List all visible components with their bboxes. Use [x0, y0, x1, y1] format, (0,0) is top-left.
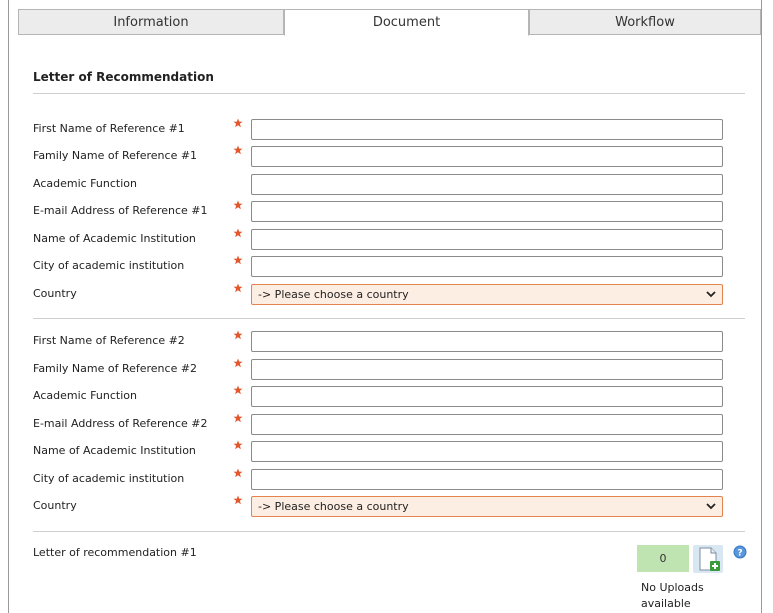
ref2-country-label: Country	[33, 499, 77, 512]
upload-count-badge: 0	[637, 545, 689, 572]
ref1-email-input[interactable]	[251, 201, 723, 222]
ref1-first-name-row	[0, 119, 773, 141]
upload-label: Letter of recommendation #1	[33, 546, 197, 559]
required-asterisk-icon	[233, 228, 243, 238]
ref1-institution-input[interactable]	[251, 229, 723, 250]
no-uploads-line1: No Uploads	[641, 581, 704, 594]
ref2-institution-row	[0, 441, 773, 463]
ref1-email-row	[0, 201, 773, 223]
required-asterisk-icon	[233, 118, 243, 128]
required-asterisk-icon	[233, 495, 243, 505]
ref2-first-name-label: First Name of Reference #2	[33, 334, 185, 347]
ref2-email-input[interactable]	[251, 414, 723, 435]
required-asterisk-icon	[233, 145, 243, 155]
required-asterisk-icon	[233, 255, 243, 265]
chevron-down-icon	[705, 500, 717, 512]
no-uploads-line2: available	[641, 597, 691, 610]
ref2-academic-function-label: Academic Function	[33, 389, 137, 402]
ref1-institution-label: Name of Academic Institution	[33, 232, 196, 245]
ref1-institution-row	[0, 229, 773, 251]
upload-divider	[33, 531, 745, 532]
ref1-family-name-row	[0, 146, 773, 168]
ref2-city-label: City of academic institution	[33, 472, 185, 485]
help-icon[interactable]	[733, 545, 747, 559]
ref2-country-row	[0, 496, 773, 518]
ref1-country-label: Country	[33, 287, 77, 300]
ref1-city-label: City of academic institution	[33, 259, 185, 272]
ref1-city-row	[0, 256, 773, 278]
ref1-first-name-label: First Name of Reference #1	[33, 122, 185, 135]
required-asterisk-icon	[233, 440, 243, 450]
tab-information[interactable]: Information	[18, 9, 284, 35]
svg-text:?: ?	[737, 548, 743, 559]
ref2-family-name-input[interactable]	[251, 359, 723, 380]
reference-divider	[33, 318, 745, 319]
ref1-country-select[interactable]	[251, 284, 723, 305]
ref2-academic-function-row	[0, 386, 773, 408]
ref1-country-select-value: -> Please choose a country	[258, 288, 409, 301]
ref2-email-row	[0, 414, 773, 436]
ref1-family-name-label: Family Name of Reference #1	[33, 149, 198, 162]
required-asterisk-icon	[233, 330, 243, 340]
ref1-academic-function-label: Academic Function	[33, 177, 137, 190]
ref2-family-name-label: Family Name of Reference #2	[33, 362, 198, 375]
ref2-email-label: E-mail Address of Reference #2	[33, 417, 208, 430]
ref2-first-name-input[interactable]	[251, 331, 723, 352]
tab-workflow[interactable]: Workflow	[529, 9, 761, 35]
required-asterisk-icon	[233, 200, 243, 210]
ref2-city-input[interactable]	[251, 469, 723, 490]
ref1-country-row	[0, 284, 773, 306]
required-asterisk-icon	[233, 385, 243, 395]
ref2-country-select[interactable]	[251, 496, 723, 517]
ref1-city-input[interactable]	[251, 256, 723, 277]
upload-file-button[interactable]	[693, 545, 723, 573]
chevron-down-icon	[705, 288, 717, 300]
ref2-country-select-value: -> Please choose a country	[258, 500, 409, 513]
ref1-academic-function-row	[0, 174, 773, 196]
ref2-academic-function-input[interactable]	[251, 386, 723, 407]
ref1-email-label: E-mail Address of Reference #1	[33, 204, 208, 217]
ref2-city-row	[0, 469, 773, 491]
ref2-institution-label: Name of Academic Institution	[33, 444, 196, 457]
file-add-icon	[693, 545, 723, 573]
no-uploads-text	[641, 580, 721, 612]
panel-left-border	[8, 0, 9, 613]
ref2-first-name-row	[0, 331, 773, 353]
panel-right-border	[761, 0, 762, 613]
ref2-institution-input[interactable]	[251, 441, 723, 462]
required-asterisk-icon	[233, 413, 243, 423]
ref1-family-name-input[interactable]	[251, 146, 723, 167]
required-asterisk-icon	[233, 468, 243, 478]
ref1-academic-function-input[interactable]	[251, 174, 723, 195]
ref2-family-name-row	[0, 359, 773, 381]
required-asterisk-icon	[233, 283, 243, 293]
ref1-first-name-input[interactable]	[251, 119, 723, 140]
section-divider	[33, 93, 745, 94]
tab-bar	[18, 9, 761, 35]
required-asterisk-icon	[233, 358, 243, 368]
section-title: Letter of Recommendation	[33, 70, 214, 84]
tab-document[interactable]: Document	[284, 9, 529, 36]
